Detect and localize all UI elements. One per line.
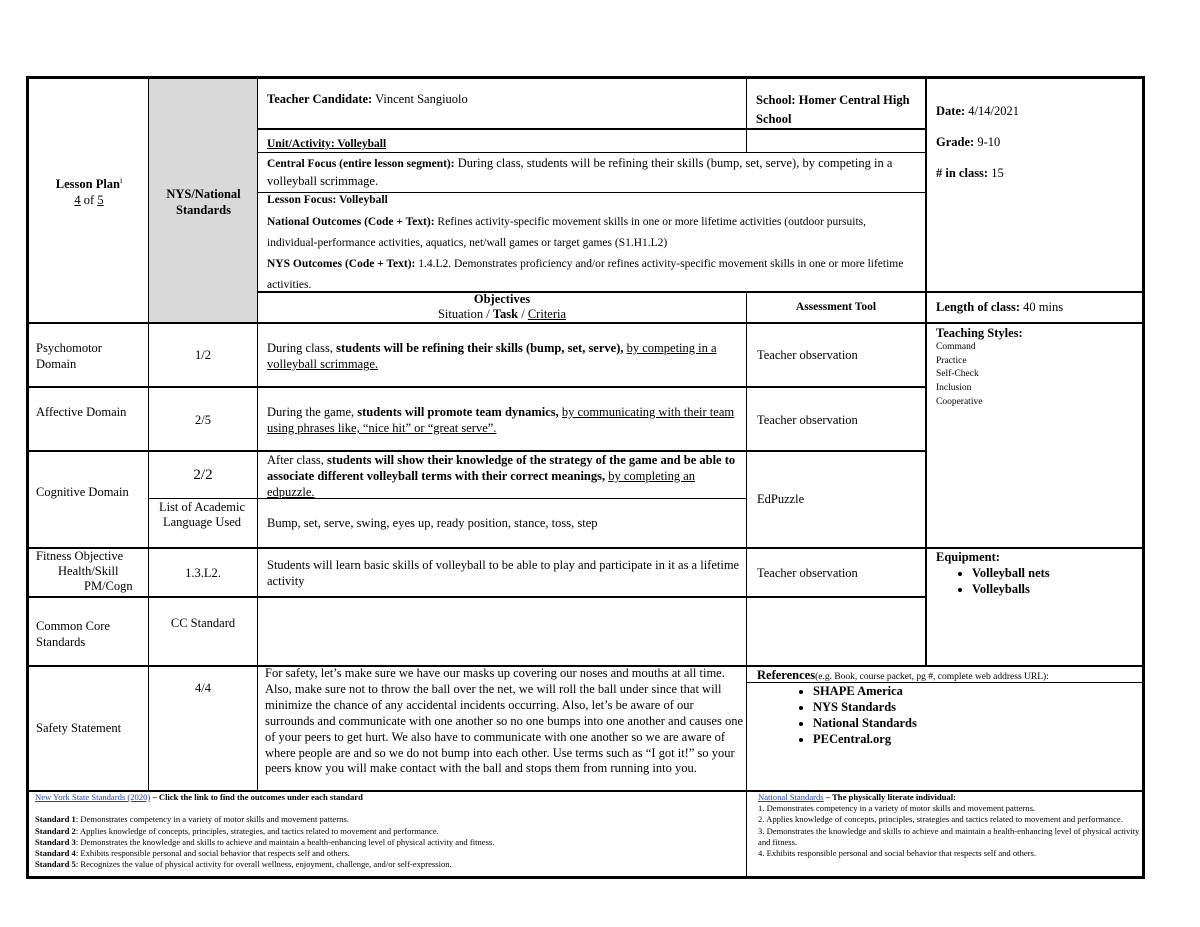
reference-item: • PECentral.org <box>813 731 1143 747</box>
assessment-header: Assessment Tool <box>795 301 877 313</box>
reference-item: • SHAPE America <box>813 683 1143 699</box>
equipment-item: • Volleyball nets <box>972 565 1141 581</box>
cognitive-standard: 2/2 <box>193 467 213 483</box>
academic-language-label: List of Academic Language Used <box>158 500 246 529</box>
fitness-standard: 1.3.L2. <box>185 566 221 580</box>
class-info: Date: 4/14/2021 Grade: 9-10 # in class: 15 <box>936 104 1019 180</box>
fitness-tool: Teacher observation <box>757 566 858 580</box>
divider <box>148 78 149 790</box>
psychomotor-objective: During class, students will be refining their skills (bump, set, serve), by competing in a volleyball scrimmage. <box>267 341 717 371</box>
fitness-label: Fitness Objective <box>36 549 124 563</box>
divider <box>925 78 927 666</box>
fitness-sub: Health/Skill PM/Cogn <box>58 564 133 593</box>
teaching-style-item: Self-Check <box>936 369 979 380</box>
psychomotor-label: Psychomotor Domain <box>36 341 102 371</box>
psychomotor-tool: Teacher observation <box>757 348 858 362</box>
teaching-style-item: Cooperative <box>936 396 983 407</box>
nys-standards-link[interactable]: New York State Standards (2020) <box>35 792 151 802</box>
reference-item: • NYS Standards <box>813 699 1143 715</box>
safety-label: Safety Statement <box>36 721 122 735</box>
nys-standards-footer: New York State Standards (2020) – Click the link to find the outcomes under each standard Standard 1: Demonstrates competency in a variety of motor skills and movement patterns. Standard 2: Applies knowledge of concepts, principles, strategies, and tactics related to movement and performance. Standard 3: Demonstrates the knowledge and skills to achieve and maintain a health-enhancing level of physical activity and fitness. Standard 4: Exhibits responsible personal and social behavior that respects self and others. Standard 5: Recognizes the value of physical activity for overall wellness, enjoyment, challenge, and/or self-expression. <box>35 792 495 870</box>
school-name: School: Homer Central High School <box>756 93 910 126</box>
fitness-objective: Students will learn basic skills of volleyball to be able to play and participate in it as a lifetime activity <box>267 558 740 588</box>
objectives-header: Objectives Situation / Task / Criteria <box>437 292 567 321</box>
length-of-class: Length of class: 40 mins <box>936 300 1064 314</box>
national-standards-footer: National Standards – The physically literate individual: 1. Demonstrates competency in a variety of motor skills and movement patterns. 2. Applies knowledge of concepts, principles, strategies and tactics related to movement and performance. 3. Demonstrates the knowledge and skills to achieve and maintain a health-enhancing level of physical activity and fitness. 4. Exhibits responsible personal and social behavior that respects self and others. <box>758 792 1140 859</box>
academic-language: Bump, set, serve, swing, eyes up, ready position, stance, toss, step <box>267 516 598 530</box>
teaching-style-item: Command <box>936 342 976 352</box>
national-standards-link[interactable]: National Standards <box>758 792 824 802</box>
cognitive-tool: EdPuzzle <box>757 492 805 506</box>
affective-tool: Teacher observation <box>757 413 858 427</box>
nys-outcomes: NYS Outcomes (Code + Text): 1.4.L2. Demonstrates proficiency and/or refines activity-specific movement skills in one or more lifetime activities. <box>267 258 904 291</box>
common-core-standard: CC Standard <box>170 616 236 630</box>
references-header: References(e.g. Book, course packet, pg #, complete web address URL): <box>757 668 1049 682</box>
standards-header: NYS/National Standards <box>166 187 241 217</box>
central-focus: Central Focus (entire lesson segment): During class, students will be refining their skills (bump, set, serve), by competing in a volleyball scrimmage. <box>267 156 893 188</box>
divider <box>746 78 747 152</box>
references-list <box>757 683 1143 747</box>
lesson-plan-label: Lesson Plan$^i$ 4 of 5 <box>55 176 123 208</box>
affective-objective: During the game, students will promote team dynamics, by communicating with their team using phrases like, “nice hit” or “great serve”. <box>267 405 735 435</box>
cognitive-objective: After class, students will show their knowledge of the strategy of the game and be able to associate different volleyball terms with their correct meanings, by completing an edpuzzle. <box>267 453 736 499</box>
affective-label: Affective Domain <box>36 405 127 419</box>
equipment-item: • Volleyballs <box>972 581 1141 597</box>
divider <box>257 78 258 790</box>
safety-standard: 4/4 <box>195 681 211 695</box>
divider <box>257 152 927 153</box>
teaching-style-item: Inclusion <box>936 383 972 394</box>
divider <box>28 596 927 598</box>
national-outcomes: National Outcomes (Code + Text): Refines activity-specific movement skills in one or more lifetime activities (outdoor pursuits, individual-performance activities, aquatics, net/wall games or target games (S1.H1.L2) <box>267 216 867 249</box>
divider <box>28 386 927 388</box>
teacher-candidate: Teacher Candidate: Vincent Sangiuolo <box>267 92 468 106</box>
lesson-focus: Lesson Focus: Volleyball <box>267 194 388 206</box>
reference-item: • National Standards <box>813 715 1143 731</box>
affective-standard: 2/5 <box>195 413 211 427</box>
divider <box>28 322 1145 324</box>
psychomotor-standard: 1/2 <box>195 348 211 362</box>
unit-activity: Unit/Activity: Volleyball <box>267 138 387 150</box>
common-core-label: Common Core Standards <box>36 619 110 649</box>
teaching-styles: Teaching Styles: Command Practice Self-Check Inclusion Cooperative <box>936 325 1141 410</box>
safety-statement: For safety, let’s make sure we have our masks up covering our noses and mouths at all time. Also, make sure not to throw the ball over the net, we will roll the ball under since that will minimize the chance of any accidental incidents occurring. Also, let’s be aware of our surrounds and communicate with one another so no one bumps into one another and causes one of your peers to get hurt. We also have to communicate with one another so we are aware of where people are and so we do not bump into each other. Use terms such as “I got it!” so your peers know you will make contact with the ball and stops them from running into you. <box>265 666 744 776</box>
cognitive-label: Cognitive Domain <box>36 485 129 499</box>
equipment: Equipment: • Volleyball nets • Volleyballs <box>936 549 1141 597</box>
teaching-style-item: Practice <box>936 355 967 366</box>
